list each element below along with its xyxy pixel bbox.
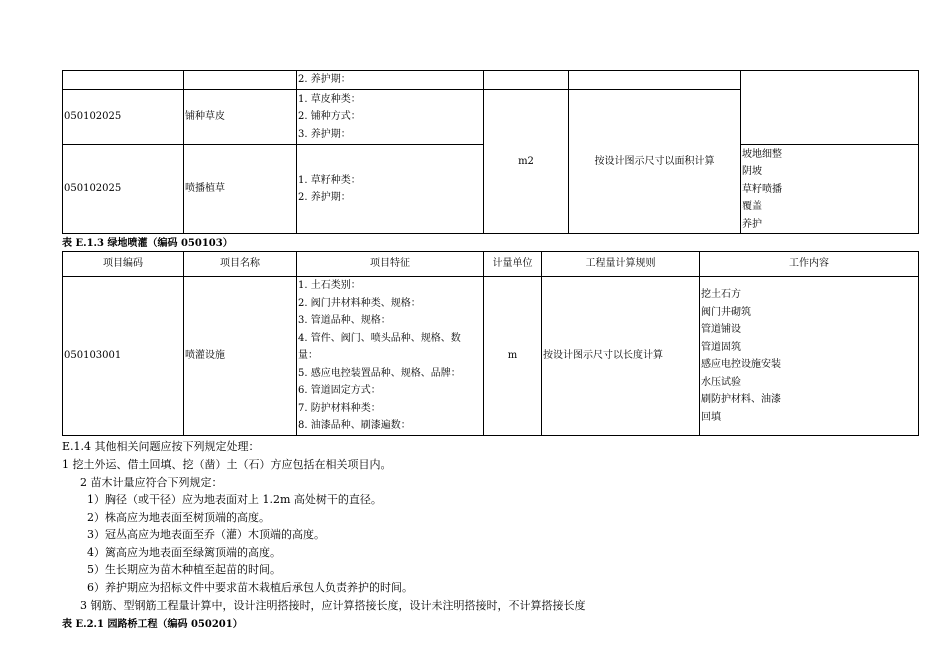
table-caption: 表 E.1.3 绿地喷灌（编码 050103） xyxy=(62,238,233,249)
rule-cell: 按设计图示尺寸以长度计算 xyxy=(542,277,700,436)
note-sub-3: 3）冠丛高应为地表面至乔（灌）木顶端的高度。 xyxy=(87,528,325,541)
name-cell: 喷播植草 xyxy=(184,145,297,234)
table-caption: 表 E.2.1 园路桥工程（编码 050201） xyxy=(62,619,243,630)
note-sub-5: 5）生长期应为苗木种植至起苗的时间。 xyxy=(87,563,281,576)
code-cell: 050102025 xyxy=(63,90,184,145)
unit-cell: m xyxy=(484,277,542,436)
rule-cell xyxy=(569,71,741,90)
code-cell: 050103001 xyxy=(63,277,184,436)
header-work: 工作内容 xyxy=(700,252,919,277)
work-cell: 挖土石方 阀门井砌筑 管道铺设 管道固筑 感应电控设施安装 水压试验 刷防护材料、油漆 回填 xyxy=(700,277,919,436)
greening-table-continued xyxy=(62,70,919,234)
name-cell xyxy=(184,71,297,90)
note-item-2: 2 苗木计量应符合下列规定： xyxy=(80,476,223,489)
table-header-row xyxy=(63,252,919,277)
note-item-3: 3 钢筋、型钢筋工程量计算中，设计注明搭接时，应计算搭接长度，设计未注明搭接时，不计算搭接长度 xyxy=(80,599,586,612)
rule-cell: 按设计图示尺寸以面积计算 xyxy=(569,90,741,234)
unit-cell: m2 xyxy=(484,90,569,234)
header-name: 项目名称 xyxy=(184,252,297,277)
note-sub-1: 1）胸径（或干径）应为地表面对上 1.2m 高处树干的直径。 xyxy=(87,493,382,506)
header-unit: 计量单位 xyxy=(484,252,542,277)
feature-cell: 1. 草皮种类： 2. 铺种方式： 3. 养护期： xyxy=(297,90,484,145)
feature-cell: 1. 草籽种类： 2. 养护期： xyxy=(297,145,484,234)
table-row xyxy=(63,277,919,436)
work-cell xyxy=(741,71,919,145)
header-rule: 工程量计算规则 xyxy=(542,252,700,277)
name-cell: 喷灌设施 xyxy=(184,277,297,436)
irrigation-table xyxy=(62,251,919,436)
header-feature: 项目特征 xyxy=(297,252,484,277)
header-code: 项目编码 xyxy=(63,252,184,277)
note-item-1: 1 挖土外运、借土回填、挖（凿）土（石）方应包括在相关项目内。 xyxy=(62,458,392,471)
feature-cell: 2. 养护期： xyxy=(297,71,484,90)
name-cell: 铺种草皮 xyxy=(184,90,297,145)
table-row xyxy=(63,71,919,90)
note-sub-4: 4）篱高应为地表面至绿篱顶端的高度。 xyxy=(87,546,281,559)
code-cell: 050102025 xyxy=(63,145,184,234)
notes-heading: E.1.4 其他相关问题应按下列规定处理： xyxy=(62,440,260,453)
note-sub-6: 6）养护期应为招标文件中要求苗木栽植后承包人负责养护的时间。 xyxy=(87,581,413,594)
work-cell: 坡地细整 阴坡 草籽喷播 覆盖 养护 xyxy=(741,145,919,234)
unit-cell xyxy=(484,71,569,90)
feature-cell: 1. 土石类别： 2. 阀门井材料种类、规格： 3. 管道品种、规格： 4. 管件、阀门、喷头品种、规格、数 量： 5. 感应电控装置品种、规格、品牌： 6. 管道固定方式： 7. 防护材料种类： 8. 油漆品种、刷漆遍数： xyxy=(297,277,484,436)
note-sub-2: 2）株高应为地表面至树顶端的高度。 xyxy=(87,511,270,524)
code-cell xyxy=(63,71,184,90)
